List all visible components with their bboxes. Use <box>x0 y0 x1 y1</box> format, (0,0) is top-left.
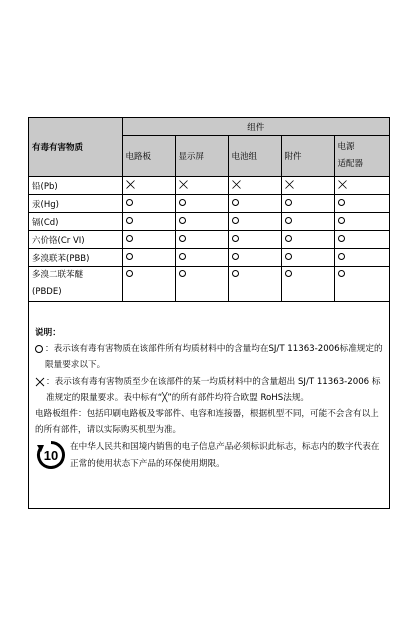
table-row <box>29 195 389 213</box>
material-name: 汞(Hg) <box>32 199 59 210</box>
circle-mark-icon <box>285 270 292 277</box>
material-cell <box>29 249 122 267</box>
circle-mark-icon <box>126 235 133 242</box>
circle-mark-icon <box>126 199 133 206</box>
material-name: 多溴联苯(PBB) <box>32 253 90 264</box>
mark-cell <box>228 213 281 231</box>
circle-mark-icon <box>338 217 345 224</box>
circle-mark-icon <box>126 253 133 260</box>
circle-mark-icon <box>338 199 345 206</box>
material-name-line2: (PBDE) <box>32 287 62 297</box>
circle-mark-icon <box>126 270 133 277</box>
material-cell <box>29 231 122 249</box>
note-circle-text: ：表示该有毒有害物质在该部件所有均质材料中的含量均在SJ/T 11363-2006标准规定的限量要求以下。 <box>45 344 383 371</box>
cross-mark-icon <box>179 180 188 189</box>
note-epup <box>35 439 383 471</box>
circle-mark-icon <box>338 253 345 260</box>
notes-title: 说明： <box>35 328 61 338</box>
table-row <box>29 231 389 249</box>
mark-cell <box>334 231 389 249</box>
mark-cell <box>281 195 334 213</box>
mark-cell <box>281 177 334 195</box>
circle-mark-icon <box>179 253 186 260</box>
cross-icon <box>35 377 45 387</box>
material-name: 铅(Pb) <box>32 181 58 192</box>
circle-mark-icon <box>179 217 186 224</box>
epup-10-icon <box>35 440 67 470</box>
mark-cell <box>122 177 175 195</box>
mark-cell <box>122 267 175 302</box>
hazardous-substances-table <box>29 118 389 302</box>
note-components-text: 电路板组件：包括印刷电路板及零部件、电容和连接器，根据机型不同，可能不会含有以上的所有部件，请以实际购买机型为准。 <box>35 409 379 436</box>
mark-cell <box>228 267 281 302</box>
mark-cell <box>175 213 228 231</box>
mark-cell <box>281 213 334 231</box>
header-component-group: 组件 <box>122 118 389 136</box>
table-row <box>29 249 389 267</box>
material-cell <box>29 195 122 213</box>
note-cross <box>35 374 383 406</box>
circle-mark-icon <box>285 235 292 242</box>
mark-cell <box>122 249 175 267</box>
mark-cell <box>228 249 281 267</box>
mark-cell <box>122 231 175 249</box>
material-cell <box>29 213 122 231</box>
header-power-line2: 适配器 <box>337 158 364 169</box>
header-hazardous-substance: 有毒有害物质 <box>29 118 122 177</box>
hazard-table-frame <box>28 117 390 509</box>
mark-cell <box>334 267 389 302</box>
circle-mark-icon <box>232 253 239 260</box>
mark-cell <box>175 249 228 267</box>
mark-cell <box>175 231 228 249</box>
mark-cell <box>334 177 389 195</box>
circle-mark-icon <box>232 270 239 277</box>
circle-mark-icon <box>126 217 133 224</box>
mark-cell <box>175 195 228 213</box>
mark-cell <box>281 249 334 267</box>
table-body <box>29 177 389 302</box>
note-epup-text: 在中华人民共和国境内销售的电子信息产品必须标识此标志，标志内的数字代表在正常的使用状态下产品的环保使用期限。 <box>70 442 380 469</box>
material-name: 六价铬(Cr VI) <box>32 235 85 246</box>
circle-mark-icon <box>179 199 186 206</box>
mark-cell <box>228 177 281 195</box>
mark-cell <box>281 267 334 302</box>
mark-cell <box>334 195 389 213</box>
header-circuit-board: 电路板 <box>122 136 175 177</box>
mark-cell <box>228 231 281 249</box>
circle-mark-icon <box>338 270 345 277</box>
table-row <box>29 213 389 231</box>
header-power-line1: 电源 <box>337 141 355 152</box>
mark-cell <box>334 213 389 231</box>
mark-cell <box>281 231 334 249</box>
circle-mark-icon <box>285 199 292 206</box>
circle-icon <box>35 345 43 353</box>
epup-number: 10 <box>43 448 59 464</box>
material-cell <box>29 177 122 195</box>
cross-mark-icon <box>232 180 241 189</box>
mark-cell <box>334 249 389 267</box>
table-row <box>29 177 389 195</box>
mark-cell <box>175 177 228 195</box>
header-battery: 电池组 <box>228 136 281 177</box>
cross-mark-icon <box>126 180 135 189</box>
header-power-adapter <box>334 136 389 177</box>
cross-mark-icon <box>338 180 347 189</box>
circle-mark-icon <box>179 270 186 277</box>
notes-section <box>35 325 383 472</box>
material-name: 镉(Cd) <box>32 217 59 228</box>
circle-mark-icon <box>232 217 239 224</box>
mark-cell <box>122 213 175 231</box>
note-cross-text: ：表示该有毒有害物质至少在该部件的某一均质材料中的含量超出 SJ/T 11363-2006 标准规定的限量要求。表中标有“╳”的所有部件均符合欧盟 RoHS法规。 <box>46 376 381 403</box>
header-display: 显示屏 <box>175 136 228 177</box>
material-cell <box>29 267 122 302</box>
header-accessories: 附件 <box>281 136 334 177</box>
note-circle <box>35 341 383 373</box>
circle-mark-icon <box>338 235 345 242</box>
table-row <box>29 267 389 302</box>
circle-mark-icon <box>232 235 239 242</box>
circle-mark-icon <box>232 199 239 206</box>
mark-cell <box>122 195 175 213</box>
mark-cell <box>175 267 228 302</box>
circle-mark-icon <box>285 217 292 224</box>
circle-mark-icon <box>179 235 186 242</box>
material-name: 多溴二联苯醚 <box>32 270 84 280</box>
mark-cell <box>228 195 281 213</box>
circle-mark-icon <box>285 253 292 260</box>
cross-mark-icon <box>285 180 294 189</box>
